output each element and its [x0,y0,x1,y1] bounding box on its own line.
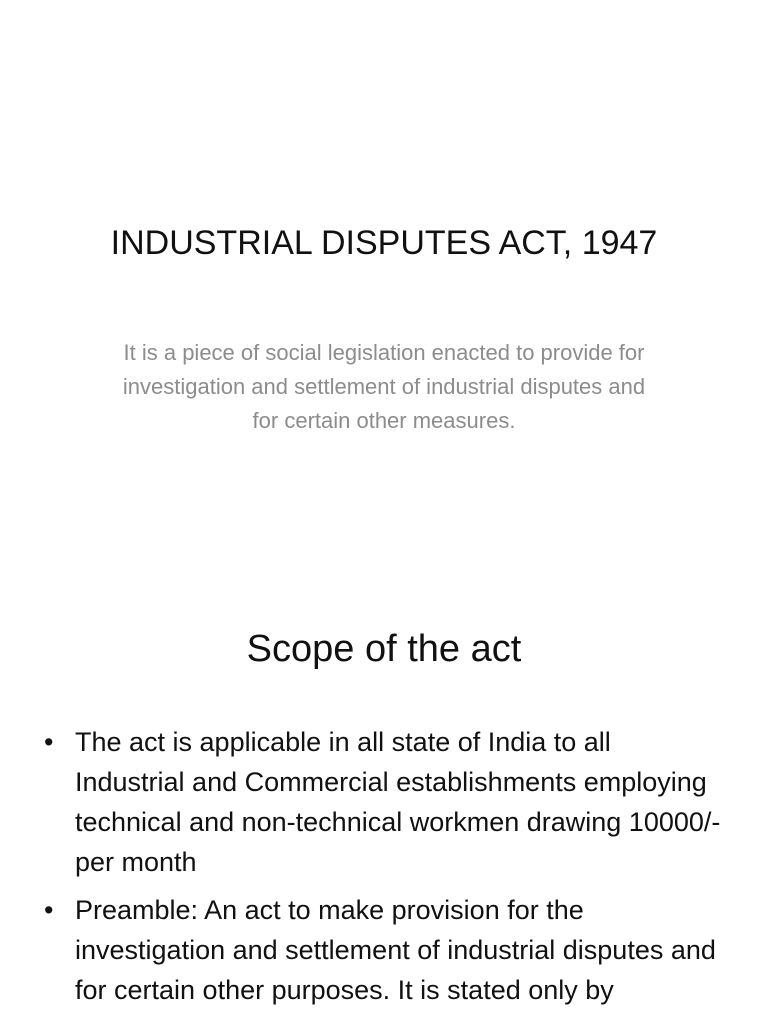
bullet-list [44,722,724,1018]
slide-title-heading: INDUSTRIAL DISPUTES ACT, 1947 [110,224,658,262]
bullet-item-applicability [44,722,724,882]
bullet-dot-icon: • [44,895,54,925]
bullet-text: Preamble: An act to make provision for the investigation and settlement of industrial disputes and for certain other purposes. It is stated only by [75,895,716,1005]
bullet-text: The act is applicable in all state of India to all Industrial and Commercial establishments employing technical and non-technical workmen drawing 10000/- per month [75,727,721,877]
bullet-dot-icon: • [44,727,54,757]
slide-scope [0,576,768,1024]
slide-scope-heading: Scope of the act [246,628,522,670]
bullet-item-preamble [44,890,724,1010]
slide-title-subtitle: It is a piece of social legislation enacted to provide for investigation and settlement of industrial disputes and for certain other measures. [122,340,646,433]
